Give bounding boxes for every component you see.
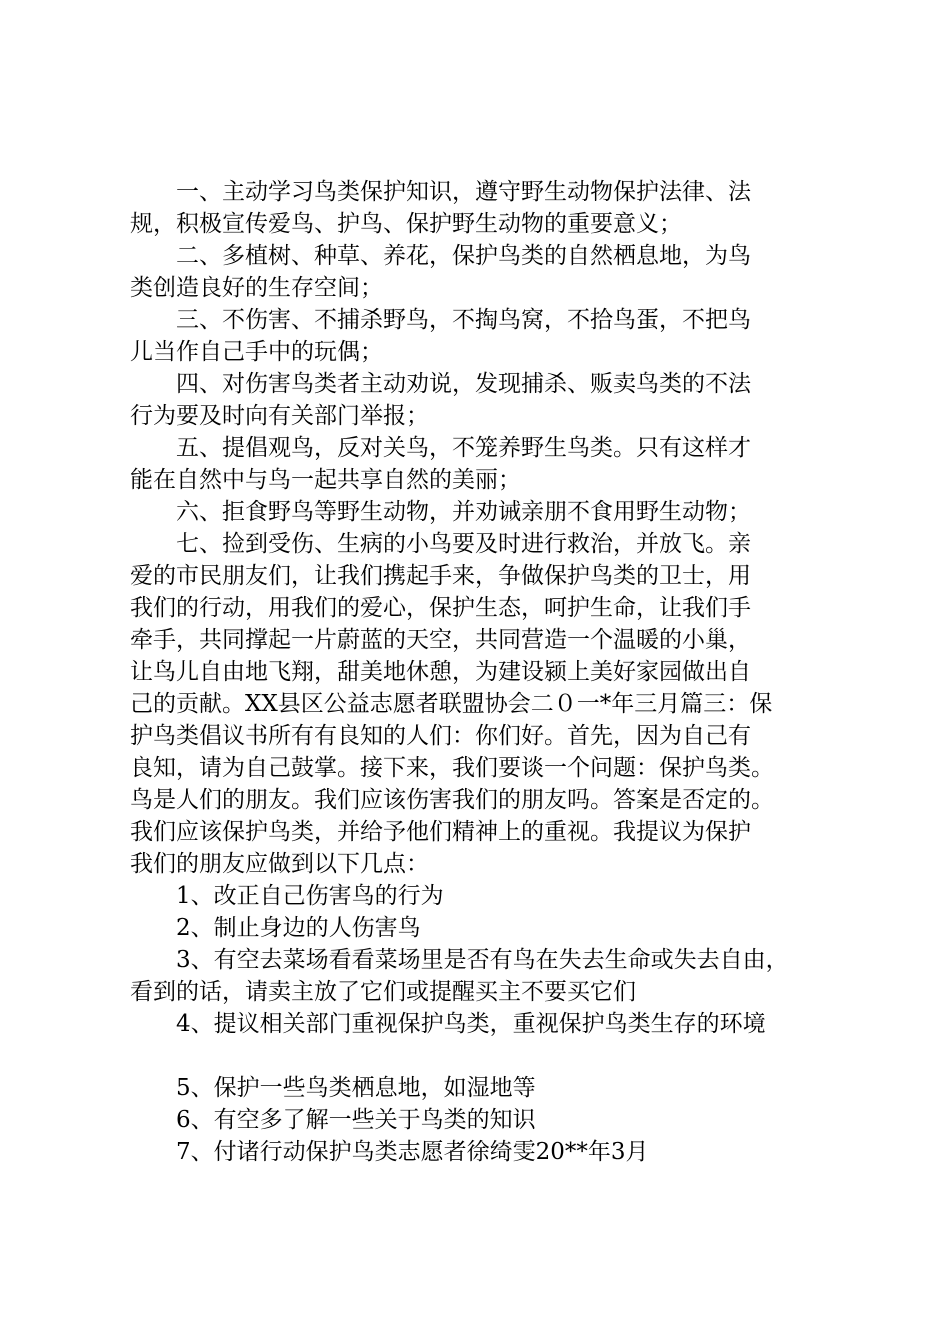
list-item: 1、改正自己伤害鸟的行为 bbox=[130, 883, 444, 909]
list-item: 2、制止身边的人伤害鸟 bbox=[130, 915, 421, 941]
text-line: 二、多植树、种草、养花，保护鸟类的自然栖息地，为鸟 bbox=[130, 243, 751, 269]
text-line: 七、捡到受伤、生病的小鸟要及时进行救治，并放飞。亲 bbox=[130, 531, 751, 557]
text-line: 行为要及时向有关部门举报； bbox=[130, 403, 429, 429]
text-line: 一、主动学习鸟类保护知识，遵守野生动物保护法律、法 bbox=[130, 179, 751, 205]
text-line: 能在自然中与鸟一起共享自然的美丽； bbox=[130, 467, 521, 493]
text-line: 爱的市民朋友们，让我们携起手来，争做保护鸟类的卫士，用 bbox=[130, 563, 751, 589]
text-line: 己的贡献。XX县区公益志愿者联盟协会二０一*年三月篇三：保 bbox=[130, 691, 773, 717]
text-line: 四、对伤害鸟类者主动劝说，发现捕杀、贩卖鸟类的不法 bbox=[130, 371, 751, 397]
text-line: 护鸟类倡议书所有有良知的人们：你们好。首先，因为自己有 bbox=[130, 723, 751, 749]
text-line: 让鸟儿自由地飞翔，甜美地休憩，为建设颍上美好家园做出自 bbox=[130, 659, 751, 685]
list-item: 6、有空多了解一些关于鸟类的知识 bbox=[130, 1107, 536, 1133]
list-item: 7、付诸行动保护鸟类志愿者徐绮雯20**年3月 bbox=[130, 1139, 649, 1165]
text-line: 三、不伤害、不捕杀野鸟，不掏鸟窝，不拾鸟蛋，不把鸟 bbox=[130, 307, 751, 333]
text-line: 我们的朋友应做到以下几点： bbox=[130, 851, 429, 877]
text-line: 儿当作自己手中的玩偶； bbox=[130, 339, 383, 365]
text-line: 我们应该保护鸟类，并给予他们精神上的重视。我提议为保护 bbox=[130, 819, 751, 845]
text-line: 看到的话，请卖主放了它们或提醒买主不要买它们 bbox=[130, 979, 636, 1005]
text-line: 良知，请为自己鼓掌。接下来，我们要谈一个问题：保护鸟类。 bbox=[130, 755, 774, 781]
text-line: 六、拒食野鸟等野生动物，并劝诫亲朋不食用野生动物； bbox=[130, 499, 751, 525]
text-line: 类创造良好的生存空间； bbox=[130, 275, 383, 301]
list-item: 5、保护一些鸟类栖息地，如湿地等 bbox=[130, 1075, 536, 1101]
text-line: 我们的行动，用我们的爱心，保护生态，呵护生命，让我们手 bbox=[130, 595, 751, 621]
list-item: 4、提议相关部门重视保护鸟类，重视保护鸟类生存的环境 bbox=[130, 1011, 766, 1037]
text-line: 五、提倡观鸟，反对关鸟，不笼养野生鸟类。只有这样才 bbox=[130, 435, 751, 461]
text-line: 鸟是人们的朋友。我们应该伤害我们的朋友吗。答案是否定的。 bbox=[130, 787, 774, 813]
list-item: 3、有空去菜场看看菜场里是否有鸟在失去生命或失去自由， bbox=[130, 947, 789, 973]
text-line: 规，积极宣传爱鸟、护鸟、保护野生动物的重要意义； bbox=[130, 211, 682, 237]
text-line: 牵手，共同撑起一片蔚蓝的天空，共同营造一个温暖的小巢， bbox=[130, 627, 751, 653]
